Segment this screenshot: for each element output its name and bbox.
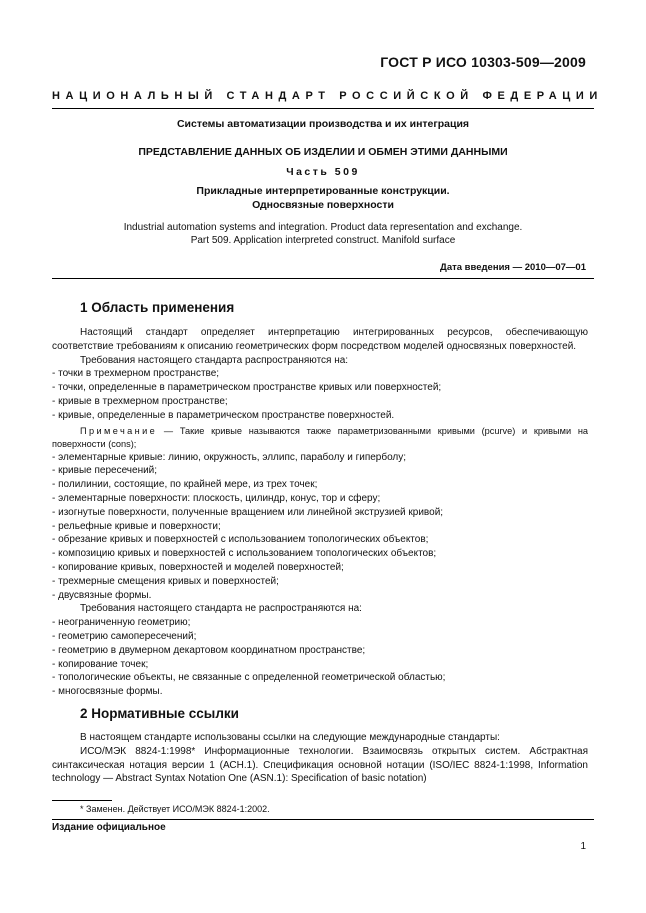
title-english-line1: Industrial automation systems and integration. Product data representation and exchange. (123, 222, 523, 233)
title-subtitle-line1: Прикладные интерпретированные конструкции. (196, 185, 450, 197)
footer-divider (52, 819, 594, 820)
header-divider (52, 108, 594, 109)
list-item: - полилинии, состоящие, по крайней мере, из трех точек; (52, 479, 318, 491)
footnote-divider (52, 800, 112, 801)
document-number: ГОСТ Р ИСО 10303-509—2009 (380, 54, 586, 70)
section2-heading: 2 Нормативные ссылки (80, 706, 239, 721)
section2-para1: В настоящем стандарте использованы ссылки на следующие международные стандарты: (80, 732, 500, 743)
title-english-line2: Part 509. Application interpreted construct. Manifold surface (190, 235, 456, 246)
list-item: - кривые, определенные в параметрическом пространстве поверхностей. (52, 409, 395, 421)
list-item: - точки в трехмерном пространстве; (52, 368, 220, 380)
list-item: - кривые в трехмерном пространстве; (52, 395, 228, 407)
title-part: Часть 509 (286, 166, 360, 178)
list-item: - обрезание кривых и поверхностей с использованием топологических объектов; (52, 534, 429, 546)
list-item: - топологические объекты, не связанные с определенной геометрической областью; (52, 672, 446, 684)
applies-intro: Требования настоящего стандарта распространяются на: (80, 354, 349, 366)
list-item: - геометрию в двумерном декартовом координатном пространстве; (52, 644, 366, 656)
page-number: 1 (580, 841, 586, 852)
not-applies-intro: Требования настоящего стандарта не распространяются на: (80, 603, 362, 615)
list-item: - композицию кривых и поверхностей с использованием топологических объектов; (52, 548, 437, 560)
list-item: - изогнутые поверхности, полученные вращением или линейной экструзией кривой; (52, 506, 444, 518)
list-item: - кривые пересечений; (52, 465, 158, 477)
list-item: - элементарные поверхности: плоскость, цилиндр, конус, тор и сферу; (52, 492, 381, 504)
section2-body (52, 731, 588, 786)
list-item: - копирование точек; (52, 658, 149, 670)
title-series: Системы автоматизации производства и их интеграция (176, 118, 470, 130)
footnote: * Заменен. Действует ИСО/МЭК 8824-1:2002. (80, 804, 270, 814)
list-item: - копирование кривых, поверхностей и моделей поверхностей; (52, 561, 344, 573)
section1-para1: Настоящий стандарт определяет интерпретацию интегрированных ресурсов, обеспечивающую соответствие требованиям к описанию геометрических форм посредством моделей односвязных поверхностей. (52, 327, 588, 352)
date-divider (52, 278, 594, 279)
list-item: - многосвязные формы. (52, 686, 163, 698)
title-subtitle-line2: Односвязные поверхности (252, 199, 394, 211)
national-standard-banner: НАЦИОНАЛЬНЫЙ СТАНДАРТ РОССИЙСКОЙ ФЕДЕРАЦИИ (52, 90, 603, 102)
section1-body (52, 326, 588, 699)
list-item: - точки, определенные в параметрическом пространстве кривых или поверхностей; (52, 382, 442, 394)
section1-heading: 1 Область применения (80, 300, 235, 315)
list-item: - неограниченную геометрию; (52, 617, 191, 629)
introduction-date: Дата введения — 2010—07—01 (440, 262, 586, 273)
section2-para2: ИСО/МЭК 8824-1:1998* Информационные технологии. Взаимосвязь открытых систем. Абстрактная синтаксическая нотация версии 1 (АСН.1). Спецификация основной нотации (ISO/IEC 8824-1:1998, Information technology — Abstract Syntax Notation One (ASN.1): Specification of basic notation) (52, 745, 588, 785)
edition-label: Издание официальное (52, 822, 166, 833)
note (52, 425, 588, 451)
note-label: Примечание (80, 425, 158, 436)
title-main: ПРЕДСТАВЛЕНИЕ ДАННЫХ ОБ ИЗДЕЛИИ И ОБМЕН ЭТИМИ ДАННЫМИ (138, 146, 508, 158)
list-item: - двусвязные формы. (52, 589, 152, 601)
note-text: — Такие кривые называются также параметризованными кривыми (pcurve) и кривыми на поверхности (cons); (52, 425, 588, 449)
list-item: - элементарные кривые: линию, окружность, эллипс, параболу и гиперболу; (52, 451, 407, 463)
list-item: - геометрию самопересечений; (52, 630, 197, 642)
list-item: - рельефные кривые и поверхности; (52, 520, 221, 532)
list-item: - трехмерные смещения кривых и поверхностей; (52, 575, 279, 587)
